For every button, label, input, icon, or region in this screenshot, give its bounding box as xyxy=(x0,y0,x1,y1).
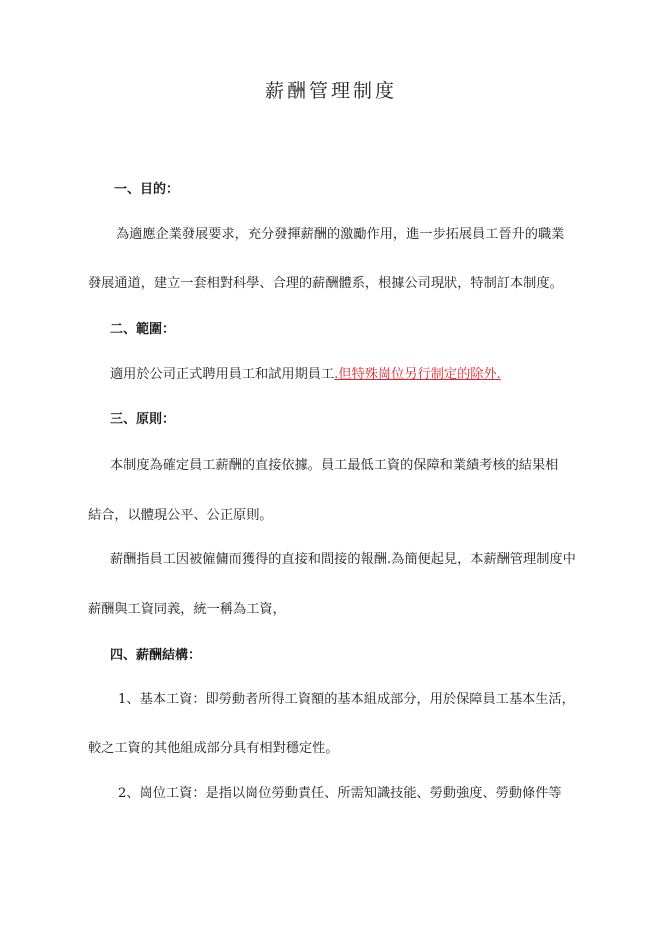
paragraph-line: 結合，以體現公平、公正原則。 xyxy=(88,508,273,523)
paragraph-line: 為適應企業發展要求，充分發揮薪酬的激勵作用，進一步拓展員工晉升的職業 xyxy=(116,227,565,242)
scope-text: 適用於公司正式聘用員工和試用期員工 xyxy=(110,367,335,382)
paragraph-line: 薪酬與工資同義，統一稱為工資， xyxy=(88,602,286,617)
paragraph-line: 發展通道，建立一套相對科學、合理的薪酬體系，根據公司現狀，特制訂本制度。 xyxy=(88,276,563,291)
paragraph-line: 本制度為確定員工薪酬的直接依據。員工最低工資的保障和業績考核的結果相 xyxy=(110,458,559,473)
section-heading-salary-structure: 四、薪酬結構： xyxy=(110,648,202,663)
paragraph-line: 較之工資的其他組成部分具有相對穩定性。 xyxy=(88,741,339,756)
section-heading-principles: 三、原則： xyxy=(110,412,176,427)
scope-exception-text: .但特殊崗位另行制定的除外. xyxy=(334,367,501,382)
section-heading-purpose: 一、目的： xyxy=(114,182,180,197)
paragraph-line: 薪酬指員工因被僱傭而獲得的直接和間接的報酬.為簡便起見，本薪酬管理制度中 xyxy=(110,552,576,567)
paragraph-line: 1、基本工資：即勞動者所得工資額的基本組成部分，用於保障員工基本生活， xyxy=(118,692,575,707)
document-title: 薪酬管理制度 xyxy=(264,80,397,102)
paragraph-line: 2、崗位工資：是指以崗位勞動責任、所需知識技能、勞動強度、勞動條件等 xyxy=(118,786,562,801)
section-heading-scope: 二、範圍： xyxy=(110,322,176,337)
paragraph-line xyxy=(110,366,501,384)
